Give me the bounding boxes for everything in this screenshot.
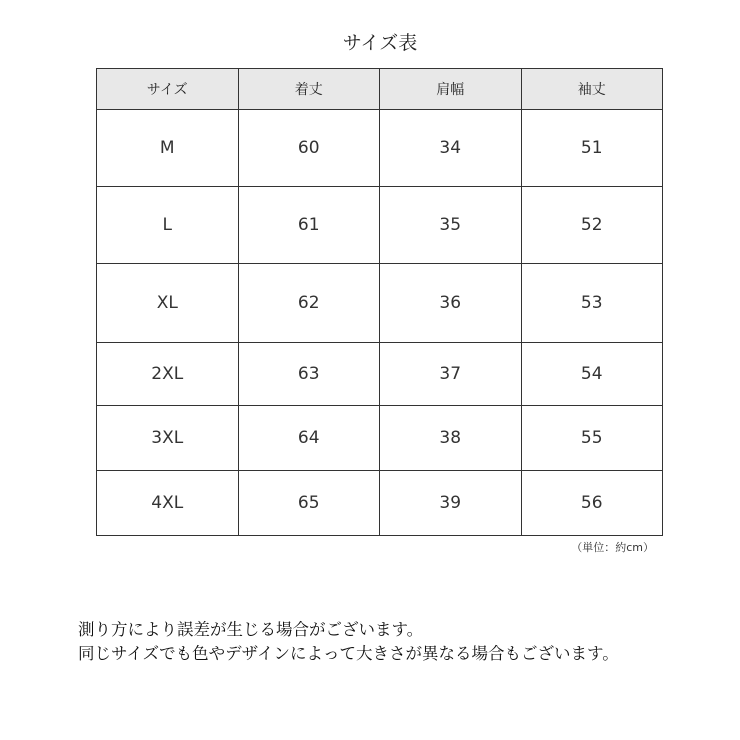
note-line: 同じサイズでも色やデザインによって大きさが異なる場合もございます。	[78, 644, 619, 663]
cell-sleeve: 52	[521, 187, 663, 264]
cell-sleeve: 55	[521, 406, 663, 471]
table-row	[97, 343, 663, 406]
cell-size: 3XL	[97, 406, 239, 471]
table-row	[97, 471, 663, 536]
notes	[78, 618, 619, 666]
header-size: サイズ	[97, 69, 239, 110]
table-row	[97, 187, 663, 264]
table-row	[97, 264, 663, 343]
cell-size: 4XL	[97, 471, 239, 536]
unit-note: （単位：約cm）	[571, 541, 654, 554]
cell-shoulder: 39	[380, 471, 522, 536]
cell-size: XL	[97, 264, 239, 343]
cell-size: L	[97, 187, 239, 264]
cell-length: 64	[238, 406, 380, 471]
cell-size: 2XL	[97, 343, 239, 406]
cell-length: 65	[238, 471, 380, 536]
cell-shoulder: 35	[380, 187, 522, 264]
cell-length: 61	[238, 187, 380, 264]
cell-length: 60	[238, 110, 380, 187]
table-row	[97, 406, 663, 471]
cell-size: M	[97, 110, 239, 187]
cell-sleeve: 54	[521, 343, 663, 406]
cell-sleeve: 56	[521, 471, 663, 536]
cell-length: 62	[238, 264, 380, 343]
cell-shoulder: 37	[380, 343, 522, 406]
header-shoulder: 肩幅	[380, 69, 522, 110]
table-header-row	[97, 69, 663, 110]
header-sleeve: 袖丈	[521, 69, 663, 110]
cell-shoulder: 34	[380, 110, 522, 187]
size-table	[96, 68, 663, 536]
cell-shoulder: 38	[380, 406, 522, 471]
page-title: サイズ表	[342, 32, 418, 54]
header-length: 着丈	[238, 69, 380, 110]
cell-sleeve: 51	[521, 110, 663, 187]
cell-sleeve: 53	[521, 264, 663, 343]
cell-length: 63	[238, 343, 380, 406]
cell-shoulder: 36	[380, 264, 522, 343]
note-line: 測り方により誤差が生じる場合がございます。	[78, 620, 424, 639]
table-row	[97, 110, 663, 187]
